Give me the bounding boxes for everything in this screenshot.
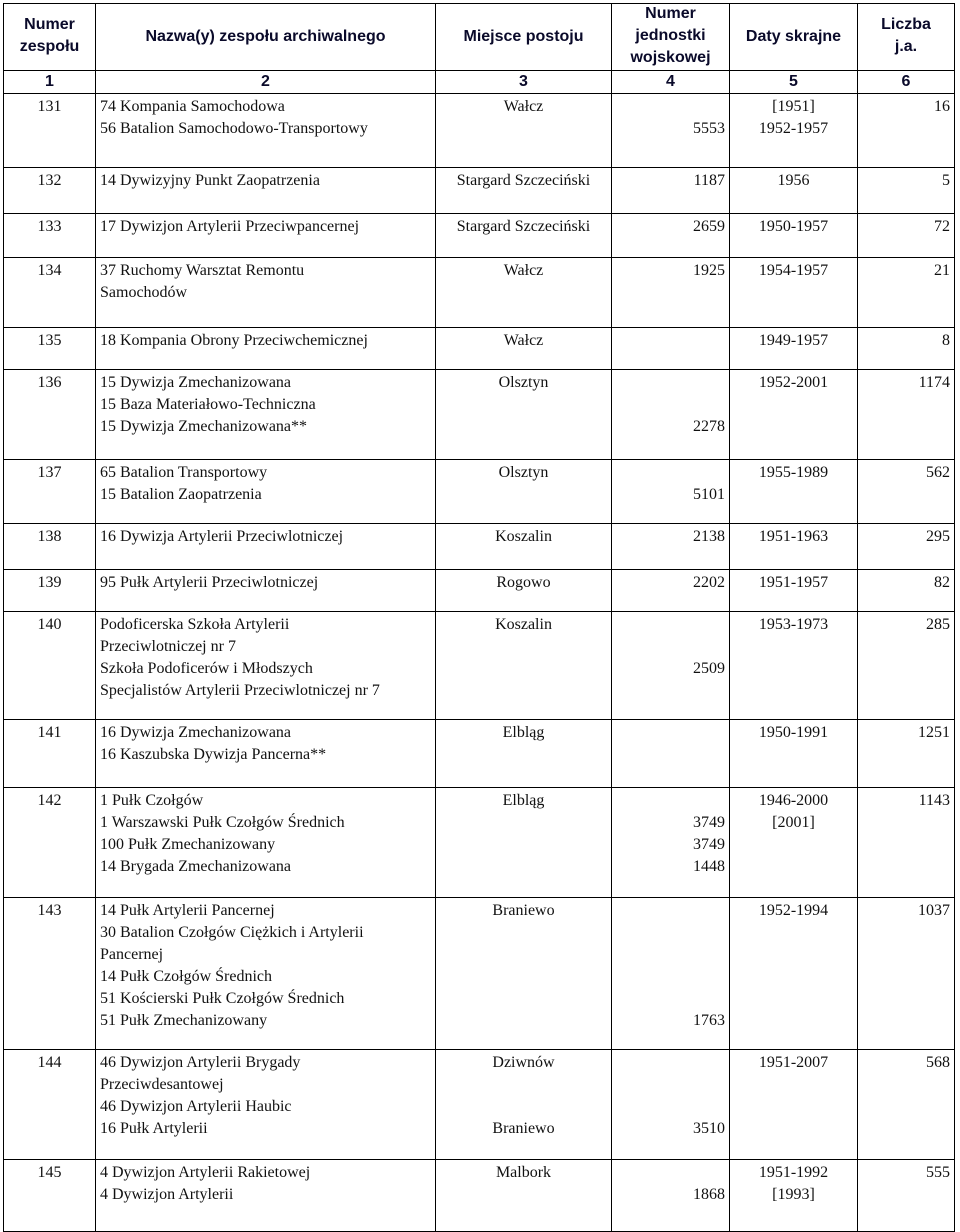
header-nazwa-zespolu: Nazwa(y) zespołu archiwalnego (96, 4, 436, 71)
date-line: 1952-1994 (758, 902, 829, 919)
unit-line (616, 282, 725, 304)
fond-number: 132 (4, 168, 96, 214)
station-place (436, 524, 612, 570)
date-range (730, 370, 858, 460)
place-line: Olsztyn (498, 464, 549, 481)
fond-number: 135 (4, 328, 96, 370)
date-range (730, 788, 858, 898)
fond-name (96, 570, 436, 612)
unit-line: 2202 (693, 574, 725, 591)
unit-line: 2659 (693, 218, 725, 235)
fond-number: 141 (4, 720, 96, 788)
unit-line (616, 96, 725, 118)
table-row (4, 720, 955, 788)
header-daty-skrajne: Daty skrajne (730, 4, 858, 71)
name-line: Przeciwlotniczej nr 7 (100, 638, 236, 655)
date-line (734, 1010, 853, 1032)
place-line (440, 944, 607, 966)
name-line: 15 Dywizja Zmechanizowana** (100, 418, 308, 435)
date-line (734, 484, 853, 506)
archival-unit-count: 562 (858, 460, 955, 524)
date-range (730, 524, 858, 570)
date-line: [2001] (772, 814, 815, 831)
fond-number: 131 (4, 94, 96, 168)
archival-unit-count: 82 (858, 570, 955, 612)
unit-line: 2278 (693, 418, 725, 435)
archival-unit-count: 1037 (858, 898, 955, 1050)
fond-number: 144 (4, 1050, 96, 1160)
name-line: 15 Batalion Zaopatrzenia (100, 486, 262, 503)
date-line: 1952-1957 (758, 120, 829, 137)
date-line: [1993] (772, 1186, 815, 1203)
archival-unit-count: 1143 (858, 788, 955, 898)
fond-number: 136 (4, 370, 96, 460)
place-line (440, 658, 607, 680)
archival-unit-count: 1174 (858, 370, 955, 460)
date-range (730, 168, 858, 214)
table-row (4, 524, 955, 570)
fond-name (96, 214, 436, 258)
unit-line (616, 722, 725, 744)
military-unit-number (612, 214, 730, 258)
header-numer-jednostki: Numer jednostki wojskowej (612, 4, 730, 71)
table-row (4, 94, 955, 168)
date-line: 1946-2000 (758, 792, 829, 809)
place-line (440, 416, 607, 438)
fond-number: 142 (4, 788, 96, 898)
place-line (440, 1184, 607, 1206)
place-line: Olsztyn (498, 374, 549, 391)
place-line (440, 834, 607, 856)
place-line (440, 856, 607, 878)
unit-line: 1187 (693, 172, 725, 189)
unit-line (616, 790, 725, 812)
column-number-row (4, 71, 955, 94)
station-place (436, 370, 612, 460)
place-line (440, 118, 607, 140)
name-line: Podoficerska Szkoła Artylerii (100, 616, 290, 633)
date-line (734, 1118, 853, 1140)
date-line (734, 744, 853, 766)
date-line (734, 834, 853, 856)
name-line: 16 Kaszubska Dywizja Pancerna** (100, 746, 327, 763)
name-line: 46 Dywizjon Artylerii Haubic (100, 1098, 292, 1115)
date-line: 1954-1957 (758, 262, 829, 279)
military-unit-number (612, 788, 730, 898)
date-range (730, 328, 858, 370)
unit-line: 1448 (693, 858, 725, 875)
table-row (4, 1160, 955, 1232)
date-line (734, 1074, 853, 1096)
name-line: 15 Dywizja Zmechanizowana (100, 374, 292, 391)
unit-line: 3510 (693, 1120, 725, 1137)
military-unit-number (612, 1160, 730, 1232)
fond-number: 139 (4, 570, 96, 612)
name-line: 14 Dywizyjny Punkt Zaopatrzenia (100, 172, 320, 189)
name-line: Samochodów (100, 284, 188, 301)
name-line: 4 Dywizjon Artylerii (100, 1186, 234, 1203)
table-row (4, 1050, 955, 1160)
name-line: 1 Warszawski Pułk Czołgów Średnich (100, 814, 345, 831)
military-unit-number (612, 94, 730, 168)
place-line (440, 636, 607, 658)
table-row (4, 788, 955, 898)
date-line (734, 944, 853, 966)
date-range (730, 570, 858, 612)
name-line: Szkoła Podoficerów i Młodszych (100, 660, 313, 677)
header-liczba-ja: Liczba j.a. (858, 4, 955, 71)
date-line (734, 856, 853, 878)
name-line: 51 Pułk Zmechanizowany (100, 1012, 268, 1029)
unit-line (616, 1052, 725, 1074)
date-line: 1951-1963 (758, 528, 829, 545)
unit-line (616, 1162, 725, 1184)
name-line: 37 Ruchomy Warsztat Remontu (100, 262, 305, 279)
unit-line (616, 966, 725, 988)
date-line (734, 1096, 853, 1118)
name-line: Pancernej (100, 946, 164, 963)
station-place (436, 168, 612, 214)
place-line: Stargard Szczeciński (456, 218, 591, 235)
place-line (440, 1096, 607, 1118)
name-line: 14 Brygada Zmechanizowana (100, 858, 292, 875)
date-range (730, 94, 858, 168)
station-place (436, 460, 612, 524)
date-line (734, 416, 853, 438)
date-line: 1951-2007 (758, 1054, 829, 1071)
unit-line (616, 922, 725, 944)
date-line (734, 658, 853, 680)
unit-line: 2138 (693, 528, 725, 545)
fond-name (96, 524, 436, 570)
archival-unit-count: 568 (858, 1050, 955, 1160)
archival-unit-count: 5 (858, 168, 955, 214)
column-number: 5 (730, 71, 858, 94)
date-range (730, 898, 858, 1050)
unit-line (616, 680, 725, 702)
station-place (436, 1160, 612, 1232)
table-row (4, 898, 955, 1050)
table-row (4, 370, 955, 460)
fond-name (96, 612, 436, 720)
station-place (436, 720, 612, 788)
date-line: 1952-2001 (758, 374, 829, 391)
archival-unit-count: 16 (858, 94, 955, 168)
table-row (4, 214, 955, 258)
fond-number: 137 (4, 460, 96, 524)
fond-name (96, 788, 436, 898)
unit-line (616, 744, 725, 766)
name-line: 56 Batalion Samochodowo-Transportowy (100, 120, 368, 137)
name-line: 15 Baza Materiałowo-Techniczna (100, 396, 316, 413)
unit-line (616, 900, 725, 922)
place-line: Elbląg (502, 792, 545, 809)
column-number: 6 (858, 71, 955, 94)
place-line (440, 484, 607, 506)
table-row (4, 168, 955, 214)
date-line: [1951] (772, 98, 815, 115)
table-row (4, 612, 955, 720)
military-unit-number (612, 328, 730, 370)
table-row (4, 570, 955, 612)
fond-number: 140 (4, 612, 96, 720)
date-line (734, 922, 853, 944)
military-unit-number (612, 898, 730, 1050)
unit-line (616, 372, 725, 394)
unit-line: 1763 (693, 1012, 725, 1029)
table-row (4, 258, 955, 328)
date-range (730, 1160, 858, 1232)
date-line (734, 282, 853, 304)
military-unit-number (612, 524, 730, 570)
unit-line (616, 614, 725, 636)
military-unit-number (612, 612, 730, 720)
date-range (730, 1050, 858, 1160)
archival-unit-count: 285 (858, 612, 955, 720)
place-line (440, 988, 607, 1010)
unit-line (616, 944, 725, 966)
fond-number: 143 (4, 898, 96, 1050)
place-line: Koszalin (495, 616, 552, 633)
place-line: Wałcz (503, 332, 544, 349)
name-line: 1 Pułk Czołgów (100, 792, 204, 809)
place-line: Dziwnów (492, 1054, 555, 1071)
date-line: 1951-1957 (758, 574, 829, 591)
fond-number: 138 (4, 524, 96, 570)
fond-number: 133 (4, 214, 96, 258)
place-line (440, 922, 607, 944)
name-line: 46 Dywizjon Artylerii Brygady (100, 1054, 301, 1071)
fond-name (96, 898, 436, 1050)
archival-unit-count: 8 (858, 328, 955, 370)
military-unit-number (612, 720, 730, 788)
name-line: 16 Dywizja Artylerii Przeciwlotniczej (100, 528, 344, 545)
station-place (436, 258, 612, 328)
place-line (440, 744, 607, 766)
name-line: 4 Dywizjon Artylerii Rakietowej (100, 1164, 311, 1181)
fond-name (96, 460, 436, 524)
unit-line: 1925 (693, 262, 725, 279)
date-line (734, 680, 853, 702)
unit-line: 3749 (693, 814, 725, 831)
station-place (436, 1050, 612, 1160)
place-line (440, 680, 607, 702)
fond-number: 145 (4, 1160, 96, 1232)
place-line: Elbląg (502, 724, 545, 741)
date-range (730, 612, 858, 720)
place-line: Koszalin (495, 528, 552, 545)
place-line: Stargard Szczeciński (456, 172, 591, 189)
unit-line (616, 394, 725, 416)
table-row (4, 328, 955, 370)
name-line: 16 Pułk Artylerii (100, 1120, 208, 1137)
date-range (730, 460, 858, 524)
date-line: 1950-1957 (758, 218, 829, 235)
station-place (436, 214, 612, 258)
date-line: 1956 (777, 172, 810, 189)
station-place (436, 328, 612, 370)
place-line: Braniewo (492, 902, 555, 919)
fond-name (96, 94, 436, 168)
archival-unit-count: 295 (858, 524, 955, 570)
unit-line: 2509 (693, 660, 725, 677)
name-line: 16 Dywizja Zmechanizowana (100, 724, 292, 741)
column-number: 1 (4, 71, 96, 94)
military-unit-number (612, 168, 730, 214)
fond-name (96, 720, 436, 788)
place-line: Malbork (495, 1164, 552, 1181)
station-place (436, 570, 612, 612)
archival-unit-count: 555 (858, 1160, 955, 1232)
place-line: Rogowo (496, 574, 551, 591)
name-line: Przeciwdesantowej (100, 1076, 224, 1093)
fond-name (96, 1160, 436, 1232)
date-line: 1951-1992 (758, 1164, 829, 1181)
name-line: 18 Kompania Obrony Przeciwchemicznej (100, 332, 368, 349)
fond-name (96, 370, 436, 460)
fond-name (96, 328, 436, 370)
date-line: 1955-1989 (758, 464, 829, 481)
date-line: 1953-1973 (758, 616, 829, 633)
place-line (440, 812, 607, 834)
fond-name (96, 1050, 436, 1160)
unit-line (616, 988, 725, 1010)
station-place (436, 898, 612, 1050)
place-line (440, 282, 607, 304)
station-place (436, 94, 612, 168)
place-line: Braniewo (492, 1120, 555, 1137)
date-line (734, 636, 853, 658)
date-line: 1950-1991 (758, 724, 829, 741)
unit-line (616, 1074, 725, 1096)
unit-line (616, 636, 725, 658)
fond-name (96, 168, 436, 214)
place-line (440, 1074, 607, 1096)
unit-line: 5553 (693, 120, 725, 137)
date-line (734, 988, 853, 1010)
name-line: 100 Pułk Zmechanizowany (100, 836, 276, 853)
place-line (440, 1010, 607, 1032)
military-unit-number (612, 570, 730, 612)
column-number: 2 (96, 71, 436, 94)
place-line: Wałcz (503, 98, 544, 115)
archival-unit-count: 1251 (858, 720, 955, 788)
date-line: 1949-1957 (758, 332, 829, 349)
unit-line: 3749 (693, 836, 725, 853)
date-line (734, 394, 853, 416)
date-range (730, 214, 858, 258)
station-place (436, 612, 612, 720)
column-number: 3 (436, 71, 612, 94)
name-line: 95 Pułk Artylerii Przeciwlotniczej (100, 574, 319, 591)
archival-unit-count: 72 (858, 214, 955, 258)
name-line: 65 Batalion Transportowy (100, 464, 268, 481)
date-range (730, 720, 858, 788)
military-unit-number (612, 370, 730, 460)
name-line: 51 Kościerski Pułk Czołgów Średnich (100, 990, 345, 1007)
table-body (4, 94, 955, 1232)
place-line (440, 394, 607, 416)
unit-line (616, 462, 725, 484)
archival-unit-count: 21 (858, 258, 955, 328)
station-place (436, 788, 612, 898)
military-unit-number (612, 1050, 730, 1160)
place-line: Wałcz (503, 262, 544, 279)
header-row (4, 4, 955, 71)
archive-units-table (3, 3, 955, 1232)
name-line: 74 Kompania Samochodowa (100, 98, 285, 115)
date-line (734, 966, 853, 988)
unit-line (616, 1096, 725, 1118)
header-miejsce-postoju: Miejsce postoju (436, 4, 612, 71)
date-range (730, 258, 858, 328)
table-row (4, 460, 955, 524)
unit-line: 5101 (693, 486, 725, 503)
name-line: Specjalistów Artylerii Przeciwlotniczej nr 7 (100, 682, 380, 699)
name-line: 14 Pułk Czołgów Średnich (100, 968, 272, 985)
header-numer-zespolu: Numer zespołu (4, 4, 96, 71)
unit-line (616, 330, 725, 352)
military-unit-number (612, 258, 730, 328)
name-line: 30 Batalion Czołgów Ciężkich i Artylerii (100, 924, 364, 941)
name-line: 17 Dywizjon Artylerii Przeciwpancernej (100, 218, 360, 235)
fond-number: 134 (4, 258, 96, 328)
name-line: 14 Pułk Artylerii Pancernej (100, 902, 275, 919)
unit-line: 1868 (693, 1186, 725, 1203)
place-line (440, 966, 607, 988)
military-unit-number (612, 460, 730, 524)
column-number: 4 (612, 71, 730, 94)
fond-name (96, 258, 436, 328)
